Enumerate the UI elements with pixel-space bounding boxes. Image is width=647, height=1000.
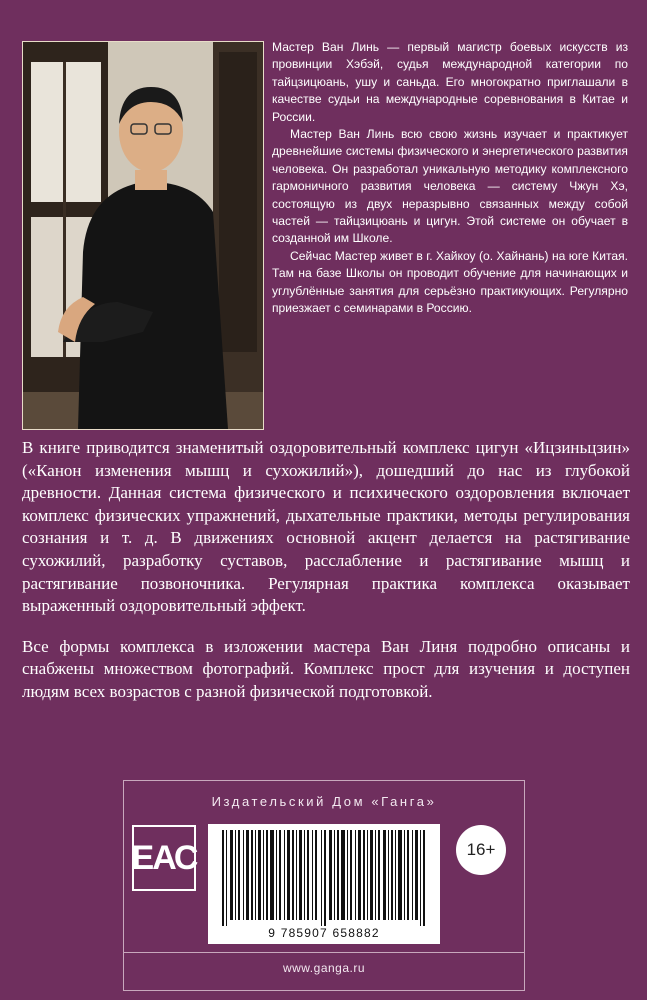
publisher-name: Издательский Дом «Ганга» — [211, 794, 437, 809]
bio-paragraph: Мастер Ван Линь всю свою жизнь изучает и практикует древнейшие системы физического и энергетического развития человека. Он разработал уникальную методику комплексного гармоничного развития человека — систему Чжун Хэ, состоящую из двух неразрывно связанных между собой частей — тайцзицюань и цигун. Этой системе он обучает в созданной им Школе. — [272, 127, 628, 246]
bio-paragraph: Мастер Ван Линь — первый магистр боевых искусств из провинции Хэбэй, судья международной категории по тайцзицюань, ушу и саньда. Его многократно приглашали в качестве судьи на международные соревнования в Китае и России. — [272, 40, 628, 124]
author-photo — [22, 41, 264, 430]
description-paragraph: Все формы комплекса в изложении мастера Ван Линя подробно описаны и снабжены множеством фотографий. Комплекс прост для изучения и доступен людям всех возрастов с разной физической подготовкой. — [22, 636, 630, 701]
publisher-box — [123, 780, 525, 991]
publisher-website: www.ganga.ru — [282, 961, 366, 975]
book-description — [22, 437, 630, 722]
author-photo-illustration — [23, 42, 263, 429]
bio-paragraph: Сейчас Мастер живет в г. Хайкоу (о. Хайнань) на юге Китая. Там на базе Школы он проводит обучение для начинающих и углублённые занятия для серьёзно практикующих. Регулярно приезжает с семинарами в Россию. — [272, 248, 628, 316]
author-bio — [272, 39, 628, 318]
age-rating-badge: 16+ — [456, 825, 506, 875]
isbn-number: 9 785907 658882 — [268, 926, 380, 940]
box-divider — [124, 952, 524, 953]
description-paragraph: В книге приводится знаменитый оздоровительный комплекс цигун «Ицзиньцзин» («Канон изменения мышц и сухожилий»), дошедший до нас из глубокой древности. Данная система физического и психического оздоровления включает комплекс физических упражнений, дыхательные практики, методы регулирования сознания и т. д. В движениях основной акцент делается на растягивание сухожилий, разработку суставов, расслабление и растягивание мышц и растягивание позвоночника. Регулярная практика комплекса оказывает выраженный оздоровительный эффект. — [22, 438, 630, 616]
eac-certification-icon: ЕАС — [132, 825, 196, 891]
isbn-barcode — [208, 824, 440, 944]
